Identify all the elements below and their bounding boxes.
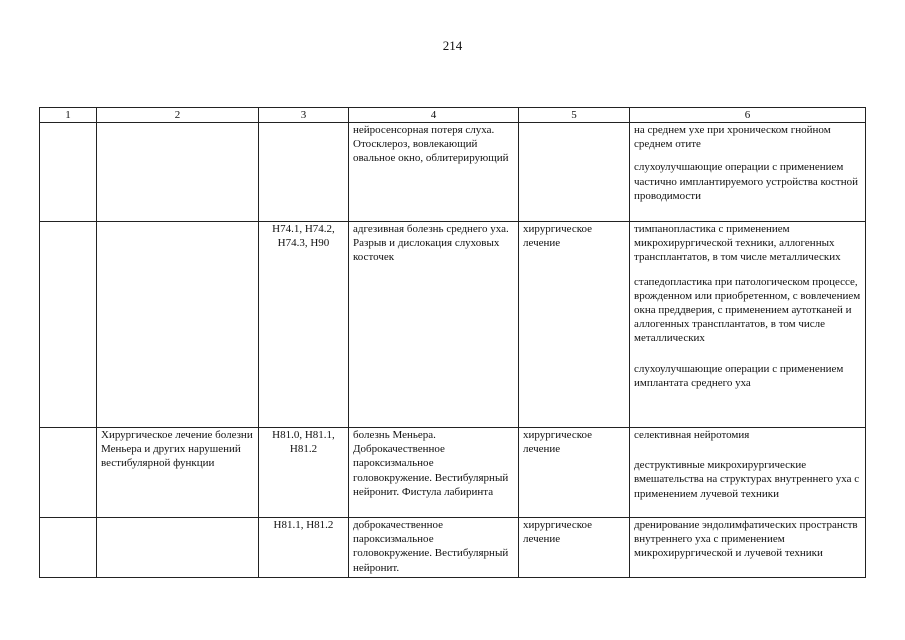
diagnosis-text: болезнь Меньера. Доброкачественное пароксизмальное головокружение. Вестибулярный нейронит. Фистула лабиринта [353, 429, 509, 498]
cell-codes: H74.1, H74.2, H74.3, H90 [259, 222, 349, 428]
cell-method [630, 222, 866, 428]
treatment-table [39, 107, 866, 578]
table-row [40, 222, 866, 428]
cell-treatment-type: хирургическое лечение [519, 518, 630, 578]
column-number-1: 1 [40, 108, 97, 123]
cell-method [630, 123, 866, 222]
cell-treatment-type: хирургическое лечение [519, 428, 630, 518]
method-text: слухоулучшающие операции с применением имплантата среднего уха [634, 362, 844, 389]
cell-treatment-type: хирургическое лечение [519, 222, 630, 428]
table-row [40, 518, 866, 578]
method-text: селективная нейротомия [634, 429, 750, 441]
cell-method [630, 518, 866, 578]
cell-col2 [97, 222, 259, 428]
cell-col2 [97, 518, 259, 578]
cell-method [630, 428, 866, 518]
column-number-2: 2 [97, 108, 259, 123]
cell-procedure-group: Хирургическое лечение болезни Меньера и других нарушений вестибулярной функции [97, 428, 259, 518]
cell-diagnosis [349, 222, 519, 428]
column-number-5: 5 [519, 108, 630, 123]
table-row [40, 428, 866, 518]
cell-treatment-type [519, 123, 630, 222]
diagnosis-text: адгезивная болезнь среднего уха. Разрыв и дислокация слуховых косточек [353, 223, 509, 264]
cell-codes: H81.1, H81.2 [259, 518, 349, 578]
method-text: деструктивные микрохирургические вмешательства на структурах внутреннего уха с применением лучевой техники [634, 459, 860, 500]
diagnosis-text: нейросенсорная потеря слуха. [353, 124, 495, 136]
page-number: 214 [442, 38, 463, 53]
cell-col1 [40, 222, 97, 428]
cell-codes [259, 123, 349, 222]
cell-codes: H81.0, H81.1, H81.2 [259, 428, 349, 518]
method-text: слухоулучшающие операции с применением частично имплантируемого устройства костной проводимости [634, 161, 858, 202]
method-text: дренирование эндолимфатических пространств внутреннего уха с применением микрохирургической и лучевой техники [634, 519, 858, 560]
table-header-row [40, 108, 866, 123]
diagnosis-text: доброкачественное пароксизмальное головокружение. Вестибулярный нейронит. [353, 519, 509, 574]
cell-col1 [40, 428, 97, 518]
column-number-6: 6 [630, 108, 866, 123]
cell-diagnosis [349, 518, 519, 578]
column-number-3: 3 [259, 108, 349, 123]
method-text: на среднем ухе при хроническом гнойном среднем отите [634, 124, 831, 151]
cell-diagnosis [349, 123, 519, 222]
cell-col1 [40, 518, 97, 578]
cell-col1 [40, 123, 97, 222]
cell-col2 [97, 123, 259, 222]
method-text: стапедопластика при патологическом процессе, врожденном или приобретенном, с вовлечением окна преддверия, с применением аутотканей и аллогенных трансплантатов, в том числе металлических [634, 275, 861, 345]
diagnosis-text: Отосклероз, вовлекающий овальное окно, облитерирующий [353, 138, 509, 165]
cell-diagnosis [349, 428, 519, 518]
method-text: тимпанопластика с применением микрохирургической техники, аллогенных трансплантатов, в том числе металлических [634, 223, 841, 264]
column-number-4: 4 [349, 108, 519, 123]
table-row [40, 123, 866, 222]
